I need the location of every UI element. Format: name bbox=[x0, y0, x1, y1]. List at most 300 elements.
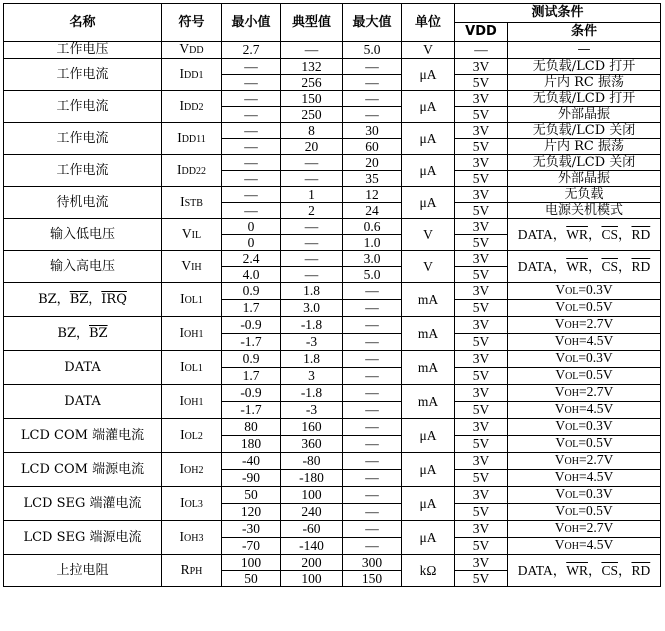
symbol-main: V bbox=[179, 41, 190, 56]
unit: μA bbox=[402, 187, 455, 219]
text-fragment: BZ， bbox=[38, 291, 70, 307]
cond-subscript: OH bbox=[564, 524, 579, 535]
text-fragment: BZ， bbox=[57, 325, 89, 341]
typ-value: -60 bbox=[281, 521, 343, 538]
param-symbol bbox=[162, 385, 222, 419]
test-condition bbox=[508, 251, 661, 283]
spec-table-container bbox=[3, 3, 661, 587]
test-condition bbox=[508, 470, 661, 487]
overlined-signal: $\overline{RD}$ bbox=[631, 258, 651, 274]
min-value: 0 bbox=[222, 235, 281, 251]
vdd-value: 3V bbox=[455, 187, 508, 203]
typ-value: — bbox=[281, 42, 343, 59]
table-row bbox=[4, 59, 661, 75]
header-max: 最大值 bbox=[343, 4, 402, 42]
param-symbol bbox=[162, 283, 222, 317]
cond-subscript: OH bbox=[564, 473, 579, 484]
symbol-main: I bbox=[180, 358, 185, 374]
param-name: 工作电流 bbox=[4, 59, 162, 91]
max-value: — bbox=[343, 521, 402, 538]
text-fragment: ， bbox=[587, 258, 602, 274]
cond-subscript: OL bbox=[565, 507, 579, 518]
test-condition bbox=[508, 504, 661, 521]
min-value: 50 bbox=[222, 487, 281, 504]
text-fragment: DATA， bbox=[517, 562, 567, 578]
cond-symbol: V bbox=[555, 503, 566, 518]
max-value: — bbox=[343, 368, 402, 385]
unit: μA bbox=[402, 123, 455, 155]
table-row bbox=[4, 453, 661, 470]
test-condition: 无负载 bbox=[508, 187, 661, 203]
typ-value: -140 bbox=[281, 538, 343, 555]
vdd-value: 5V bbox=[455, 436, 508, 453]
symbol-subscript: DD bbox=[189, 45, 204, 56]
cond-subscript: OH bbox=[564, 337, 579, 348]
max-value: — bbox=[343, 75, 402, 91]
vdd-value: 3V bbox=[455, 487, 508, 504]
min-value: 1.7 bbox=[222, 368, 281, 385]
cond-value: =2.7V bbox=[578, 520, 614, 535]
test-condition bbox=[508, 385, 661, 402]
min-value: 1.7 bbox=[222, 300, 281, 317]
min-value: — bbox=[222, 107, 281, 123]
vdd-value: 5V bbox=[455, 504, 508, 521]
typ-value: 360 bbox=[281, 436, 343, 453]
cond-value: =4.5V bbox=[578, 401, 614, 416]
min-value: — bbox=[222, 171, 281, 187]
vdd-value: 3V bbox=[455, 555, 508, 571]
vdd-value: 5V bbox=[455, 368, 508, 385]
test-condition bbox=[508, 283, 661, 300]
vdd-value: 5V bbox=[455, 334, 508, 351]
typ-value: 100 bbox=[281, 571, 343, 587]
symbol-main: I bbox=[179, 392, 185, 408]
cond-symbol: V bbox=[555, 367, 566, 382]
unit: μA bbox=[402, 91, 455, 123]
test-condition bbox=[508, 402, 661, 419]
typ-value: 240 bbox=[281, 504, 343, 521]
cond-symbol: V bbox=[554, 520, 565, 535]
param-symbol bbox=[162, 123, 222, 155]
param-symbol bbox=[162, 251, 222, 283]
vdd-value: 3V bbox=[455, 123, 508, 139]
test-condition bbox=[508, 351, 661, 368]
vdd-value: 5V bbox=[455, 402, 508, 419]
cond-subscript: OL bbox=[565, 303, 579, 314]
param-name: 输入低电压 bbox=[4, 219, 162, 251]
unit: V bbox=[402, 219, 455, 251]
table-row bbox=[4, 283, 661, 300]
overlined-signal: $\overline{CS}$ bbox=[601, 226, 618, 242]
vdd-value: 5V bbox=[455, 75, 508, 91]
symbol-main: I bbox=[177, 161, 182, 177]
symbol-subscript: OL1 bbox=[184, 362, 203, 374]
table-row bbox=[4, 123, 661, 139]
test-condition bbox=[508, 317, 661, 334]
param-symbol bbox=[162, 453, 222, 487]
symbol-main: I bbox=[179, 324, 185, 340]
max-value: — bbox=[343, 59, 402, 75]
cond-value: =0.3V bbox=[578, 350, 613, 365]
max-value: — bbox=[343, 317, 402, 334]
cond-value: =2.7V bbox=[578, 384, 614, 399]
test-condition: 电源关机模式 bbox=[508, 203, 661, 219]
max-value: 30 bbox=[343, 123, 402, 139]
table-row bbox=[4, 317, 661, 334]
vdd-value: 5V bbox=[455, 538, 508, 555]
cond-symbol: V bbox=[554, 316, 565, 331]
cond-value: =0.5V bbox=[578, 435, 613, 450]
table-body bbox=[4, 42, 661, 587]
cond-value: =0.5V bbox=[578, 503, 613, 518]
max-value: — bbox=[343, 334, 402, 351]
max-value: — bbox=[343, 107, 402, 123]
symbol-main: I bbox=[179, 528, 185, 544]
max-value: 12 bbox=[343, 187, 402, 203]
cond-value: =0.3V bbox=[578, 418, 613, 433]
unit: mA bbox=[402, 317, 455, 351]
overlined-signal: $\overline{IRQ}$ bbox=[101, 291, 127, 307]
header-unit: 单位 bbox=[402, 4, 455, 42]
param-name: LCD SEG 端源电流 bbox=[4, 521, 162, 555]
vdd-value: 3V bbox=[455, 351, 508, 368]
typ-value: -180 bbox=[281, 470, 343, 487]
typ-value: 2 bbox=[281, 203, 343, 219]
vdd-value: 3V bbox=[455, 385, 508, 402]
vdd-value: 5V bbox=[455, 470, 508, 487]
test-condition: — bbox=[508, 42, 661, 59]
max-value: 150 bbox=[343, 571, 402, 587]
overlined-signal: $\overline{WR}$ bbox=[566, 226, 588, 242]
cond-symbol: V bbox=[555, 486, 566, 501]
typ-value: — bbox=[281, 267, 343, 283]
test-condition bbox=[508, 555, 661, 587]
param-symbol bbox=[162, 555, 222, 587]
overlined-signal: $\overline{CS}$ bbox=[601, 258, 618, 274]
overlined-signal: $\overline{WR}$ bbox=[566, 258, 588, 274]
min-value: -1.7 bbox=[222, 402, 281, 419]
cond-value: =4.5V bbox=[578, 469, 614, 484]
cond-value: =4.5V bbox=[578, 537, 614, 552]
max-value: — bbox=[343, 538, 402, 555]
cond-value: =4.5V bbox=[578, 333, 614, 348]
text-fragment: ， bbox=[587, 562, 602, 578]
overlined-signal: $\overline{BZ}$ bbox=[69, 291, 89, 307]
min-value: -70 bbox=[222, 538, 281, 555]
param-symbol bbox=[162, 317, 222, 351]
min-value: — bbox=[222, 187, 281, 203]
max-value: — bbox=[343, 504, 402, 521]
cond-value: =2.7V bbox=[578, 316, 614, 331]
min-value: 180 bbox=[222, 436, 281, 453]
unit: μA bbox=[402, 521, 455, 555]
cond-symbol: V bbox=[554, 384, 565, 399]
param-name: LCD SEG 端灌电流 bbox=[4, 487, 162, 521]
typ-value: — bbox=[281, 219, 343, 235]
typ-value: 3.0 bbox=[281, 300, 343, 317]
cond-subscript: OL bbox=[565, 439, 579, 450]
vdd-value: 3V bbox=[455, 219, 508, 235]
typ-value: — bbox=[281, 235, 343, 251]
min-value: 120 bbox=[222, 504, 281, 521]
typ-value: -3 bbox=[281, 402, 343, 419]
param-name: LCD COM 端灌电流 bbox=[4, 419, 162, 453]
vdd-value: 3V bbox=[455, 317, 508, 334]
table-row bbox=[4, 42, 661, 59]
vdd-value: 5V bbox=[455, 139, 508, 155]
table-row bbox=[4, 155, 661, 171]
typ-value: — bbox=[281, 171, 343, 187]
overlined-signal: $\overline{RD}$ bbox=[631, 226, 651, 242]
param-name bbox=[4, 317, 162, 351]
min-value: -0.9 bbox=[222, 385, 281, 402]
symbol-main: R bbox=[180, 561, 190, 577]
symbol-subscript: OH1 bbox=[184, 396, 204, 408]
cond-symbol: V bbox=[555, 299, 566, 314]
max-value: 1.0 bbox=[343, 235, 402, 251]
vdd-value: 5V bbox=[455, 571, 508, 587]
max-value: 20 bbox=[343, 155, 402, 171]
param-name: 上拉电阻 bbox=[4, 555, 162, 587]
text-fragment: ， bbox=[617, 226, 632, 242]
symbol-subscript: DD11 bbox=[181, 133, 206, 145]
max-value: — bbox=[343, 283, 402, 300]
param-name bbox=[4, 283, 162, 317]
typ-value: -1.8 bbox=[281, 317, 343, 334]
table-row bbox=[4, 555, 661, 571]
test-condition: 外部晶振 bbox=[508, 171, 661, 187]
param-symbol bbox=[162, 521, 222, 555]
min-value: — bbox=[222, 203, 281, 219]
text-fragment: ， bbox=[617, 562, 632, 578]
unit: V bbox=[402, 42, 455, 59]
test-condition: 无负载/LCD 打开 bbox=[508, 91, 661, 107]
text-fragment: ， bbox=[88, 291, 102, 307]
cond-symbol: V bbox=[554, 333, 565, 348]
min-value: — bbox=[222, 139, 281, 155]
text-fragment: DATA， bbox=[517, 226, 567, 242]
cond-value: =0.5V bbox=[578, 367, 613, 382]
typ-value: 3 bbox=[281, 368, 343, 385]
param-name: 工作电压 bbox=[4, 42, 162, 59]
symbol-subscript: PH bbox=[189, 565, 203, 577]
test-condition: 无负载/LCD 打开 bbox=[508, 59, 661, 75]
typ-value: 1 bbox=[281, 187, 343, 203]
min-value: -30 bbox=[222, 521, 281, 538]
overlined-signal: $\overline{BZ}$ bbox=[89, 325, 108, 341]
table-row bbox=[4, 419, 661, 436]
min-value: 80 bbox=[222, 419, 281, 436]
cond-subscript: OH bbox=[564, 320, 579, 331]
param-name: 工作电流 bbox=[4, 91, 162, 123]
overlined-signal: $\overline{WR}$ bbox=[566, 562, 588, 578]
param-name: 工作电流 bbox=[4, 123, 162, 155]
vdd-value: — bbox=[455, 42, 508, 59]
max-value: — bbox=[343, 436, 402, 453]
header-test-conditions: 测试条件 bbox=[455, 4, 661, 23]
overlined-signal: $\overline{CS}$ bbox=[601, 562, 618, 578]
table-row bbox=[4, 351, 661, 368]
cond-value: =0.3V bbox=[578, 486, 613, 501]
cond-symbol: V bbox=[554, 401, 565, 416]
cond-symbol: V bbox=[554, 537, 565, 552]
min-value: 50 bbox=[222, 571, 281, 587]
test-condition bbox=[508, 538, 661, 555]
vdd-value: 5V bbox=[455, 203, 508, 219]
param-symbol bbox=[162, 59, 222, 91]
max-value: — bbox=[343, 351, 402, 368]
typ-value: — bbox=[281, 251, 343, 267]
symbol-subscript: OH1 bbox=[184, 328, 204, 340]
dc-characteristics-table bbox=[3, 3, 661, 587]
symbol-main: I bbox=[179, 65, 185, 81]
text-fragment: ， bbox=[587, 226, 602, 242]
param-symbol bbox=[162, 187, 222, 219]
unit: μA bbox=[402, 453, 455, 487]
cond-symbol: V bbox=[555, 435, 566, 450]
text-fragment: ， bbox=[617, 258, 632, 274]
test-condition bbox=[508, 521, 661, 538]
symbol-main: I bbox=[180, 426, 185, 442]
unit: μA bbox=[402, 487, 455, 521]
header-min: 最小值 bbox=[222, 4, 281, 42]
param-symbol bbox=[162, 42, 222, 59]
vdd-value: 5V bbox=[455, 171, 508, 187]
max-value: 5.0 bbox=[343, 42, 402, 59]
symbol-subscript: OL1 bbox=[184, 294, 203, 306]
max-value: 300 bbox=[343, 555, 402, 571]
cond-subscript: OH bbox=[564, 456, 579, 467]
cond-symbol: V bbox=[555, 418, 566, 433]
typ-value: — bbox=[281, 155, 343, 171]
min-value: — bbox=[222, 59, 281, 75]
cond-subscript: OL bbox=[565, 371, 579, 382]
typ-value: -1.8 bbox=[281, 385, 343, 402]
max-value: — bbox=[343, 419, 402, 436]
param-name: LCD COM 端源电流 bbox=[4, 453, 162, 487]
cond-value: =0.3V bbox=[578, 282, 613, 297]
max-value: — bbox=[343, 487, 402, 504]
max-value: — bbox=[343, 453, 402, 470]
table-row bbox=[4, 219, 661, 235]
vdd-value: 3V bbox=[455, 59, 508, 75]
symbol-main: I bbox=[179, 460, 185, 476]
cond-value: =0.5V bbox=[578, 299, 613, 314]
min-value: 2.4 bbox=[222, 251, 281, 267]
vdd-value: 3V bbox=[455, 521, 508, 538]
vdd-value: 5V bbox=[455, 300, 508, 317]
unit: μA bbox=[402, 59, 455, 91]
vdd-value: 3V bbox=[455, 419, 508, 436]
min-value: 0.9 bbox=[222, 283, 281, 300]
param-name: 待机电流 bbox=[4, 187, 162, 219]
cond-symbol: V bbox=[555, 282, 566, 297]
test-condition bbox=[508, 436, 661, 453]
param-symbol bbox=[162, 351, 222, 385]
max-value: 3.0 bbox=[343, 251, 402, 267]
unit: V bbox=[402, 251, 455, 283]
param-name: DATA bbox=[4, 385, 162, 419]
test-condition: 无负载/LCD 关闭 bbox=[508, 123, 661, 139]
test-condition bbox=[508, 300, 661, 317]
unit: mA bbox=[402, 283, 455, 317]
param-name: 输入高电压 bbox=[4, 251, 162, 283]
symbol-main: I bbox=[177, 129, 182, 145]
symbol-subscript: OH3 bbox=[184, 532, 204, 544]
max-value: 35 bbox=[343, 171, 402, 187]
typ-value: 8 bbox=[281, 123, 343, 139]
overlined-signal: $\overline{RD}$ bbox=[631, 562, 651, 578]
symbol-subscript: IH bbox=[191, 261, 202, 273]
min-value: 2.7 bbox=[222, 42, 281, 59]
symbol-main: I bbox=[180, 193, 185, 209]
min-value: — bbox=[222, 75, 281, 91]
min-value: -1.7 bbox=[222, 334, 281, 351]
header-typ: 典型值 bbox=[281, 4, 343, 42]
max-value: 0.6 bbox=[343, 219, 402, 235]
typ-value: 1.8 bbox=[281, 283, 343, 300]
typ-value: 256 bbox=[281, 75, 343, 91]
symbol-subscript: STB bbox=[184, 197, 203, 209]
test-condition bbox=[508, 334, 661, 351]
table-row bbox=[4, 187, 661, 203]
min-value: — bbox=[222, 91, 281, 107]
test-condition: 片内 RC 振荡 bbox=[508, 75, 661, 91]
typ-value: 200 bbox=[281, 555, 343, 571]
param-symbol bbox=[162, 487, 222, 521]
cond-subscript: OL bbox=[565, 286, 579, 297]
table-row bbox=[4, 251, 661, 267]
cond-subscript: OH bbox=[564, 405, 579, 416]
min-value: — bbox=[222, 155, 281, 171]
typ-value: 150 bbox=[281, 91, 343, 107]
max-value: — bbox=[343, 470, 402, 487]
min-value: -40 bbox=[222, 453, 281, 470]
symbol-subscript: OL2 bbox=[184, 430, 203, 442]
typ-value: 1.8 bbox=[281, 351, 343, 368]
param-name: DATA bbox=[4, 351, 162, 385]
cond-value: =2.7V bbox=[578, 452, 614, 467]
typ-value: 250 bbox=[281, 107, 343, 123]
min-value: -90 bbox=[222, 470, 281, 487]
min-value: 0 bbox=[222, 219, 281, 235]
header-name: 名称 bbox=[4, 4, 162, 42]
typ-value: -80 bbox=[281, 453, 343, 470]
max-value: — bbox=[343, 385, 402, 402]
cond-subscript: OL bbox=[565, 422, 579, 433]
symbol-subscript: DD22 bbox=[181, 165, 206, 177]
cond-symbol: V bbox=[554, 452, 565, 467]
min-value: 0.9 bbox=[222, 351, 281, 368]
test-condition bbox=[508, 419, 661, 436]
max-value: — bbox=[343, 91, 402, 107]
symbol-subscript: DD1 bbox=[184, 69, 204, 81]
header-vdd: VDD bbox=[455, 23, 508, 42]
param-symbol bbox=[162, 419, 222, 453]
cond-subscript: OH bbox=[564, 388, 579, 399]
min-value: 4.0 bbox=[222, 267, 281, 283]
max-value: 24 bbox=[343, 203, 402, 219]
vdd-value: 5V bbox=[455, 107, 508, 123]
typ-value: 20 bbox=[281, 139, 343, 155]
typ-value: -3 bbox=[281, 334, 343, 351]
test-condition bbox=[508, 453, 661, 470]
header-symbol: 符号 bbox=[162, 4, 222, 42]
symbol-subscript: IL bbox=[191, 229, 202, 241]
test-condition: 外部晶振 bbox=[508, 107, 661, 123]
max-value: 60 bbox=[343, 139, 402, 155]
table-row bbox=[4, 487, 661, 504]
